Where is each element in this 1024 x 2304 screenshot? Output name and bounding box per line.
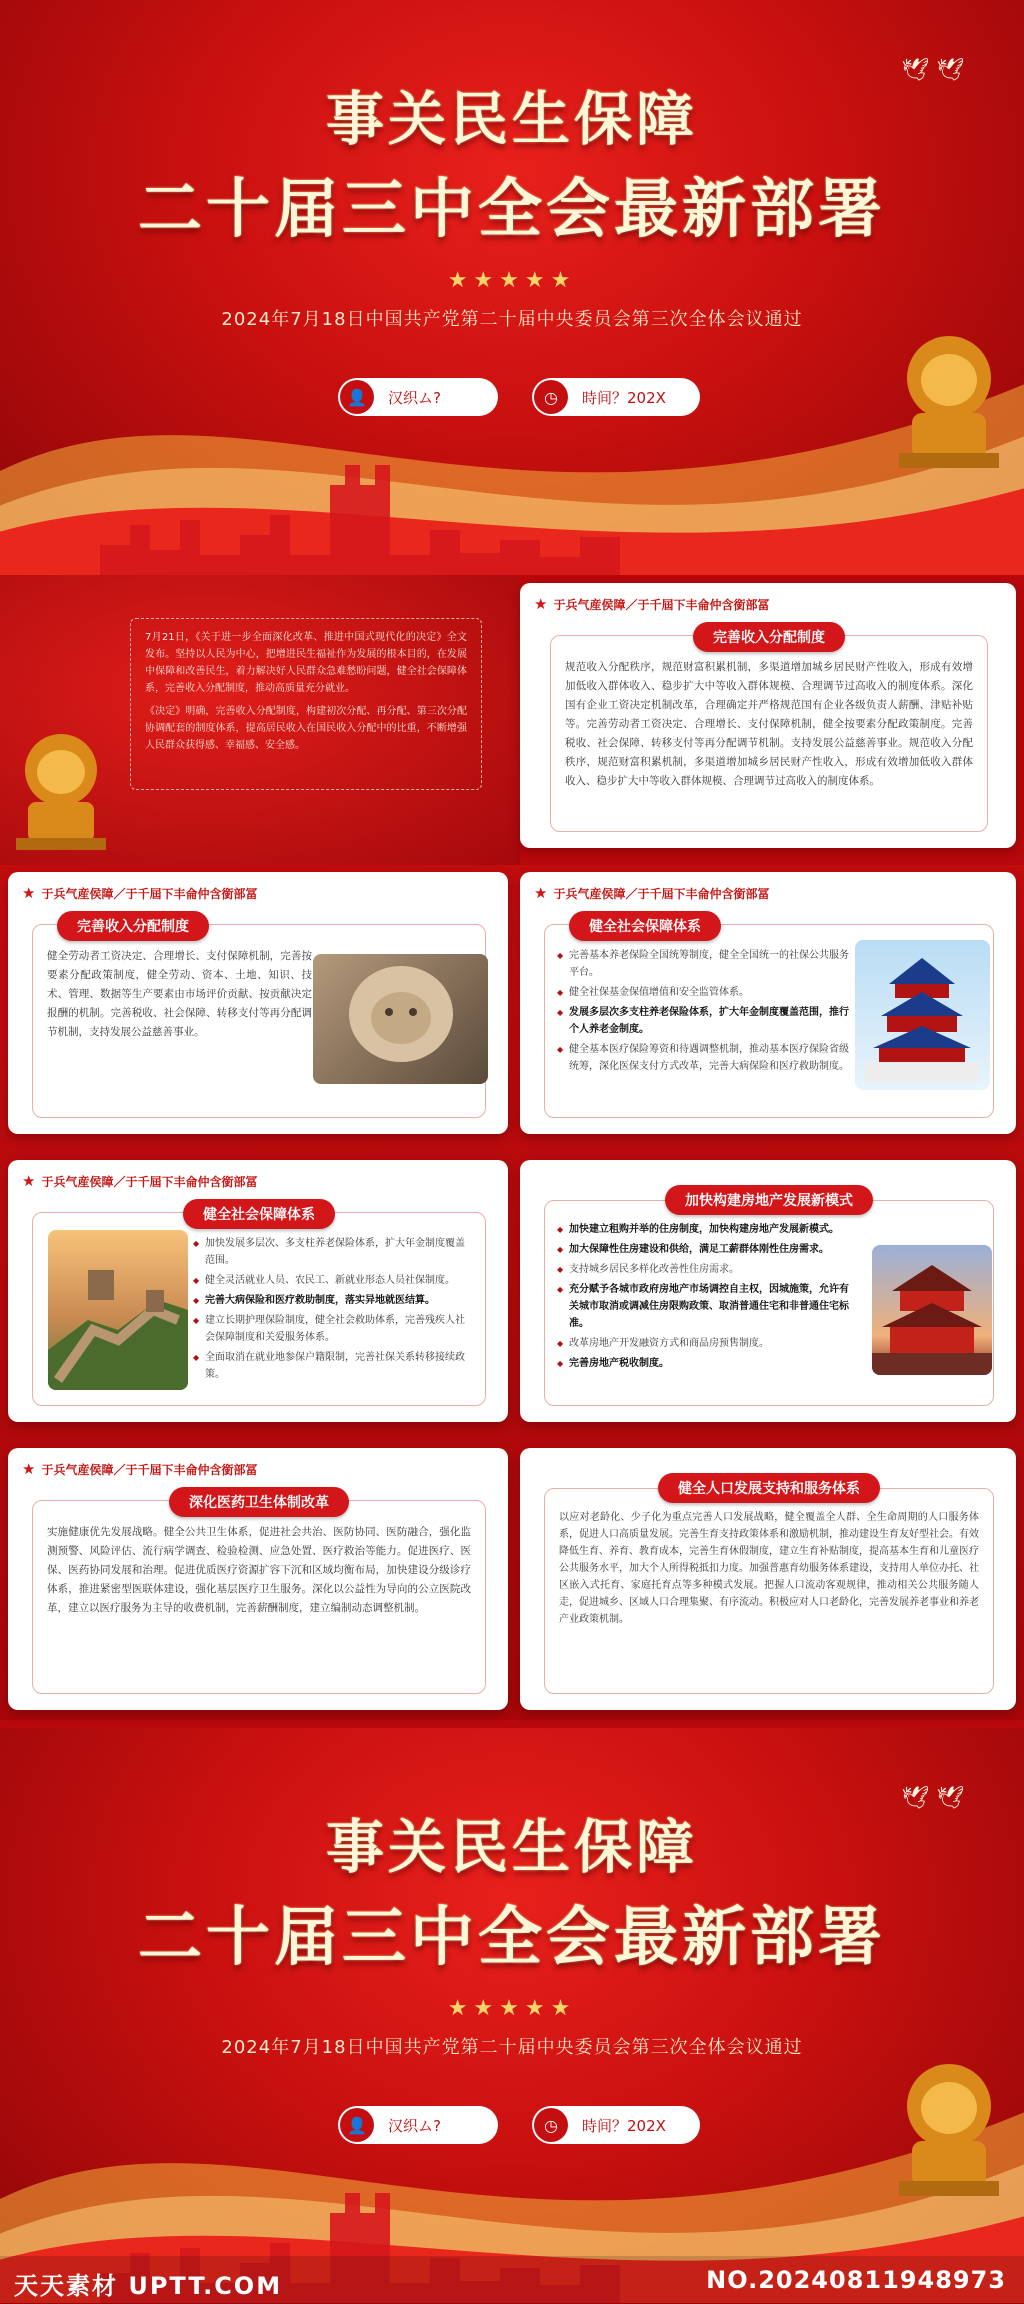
panel-bullet-list <box>557 947 857 1111</box>
list-item: ◆ 支持城乡居民多样化改善性住房需求。 <box>557 1261 857 1278</box>
reporter-label: 汉织ム? <box>388 2116 441 2135</box>
panel-tagline: 于兵气産侯障／于千屆下丰侖仲含銜部冨 <box>41 1462 258 1477</box>
hero-subtitle: 2024年7月18日中国共产党第二十届中央委员会第三次全体会议通过 <box>221 2037 803 2058</box>
intro-paragraph-1: 7月21日，《关于进一步全面深化改革、推进中国式现代化的决定》全文发布。坚持以人民为中心，把增进民生福祉作为发展的根本目的，在发展中保障和改善民生，着力解决好人民群众急难愁盼问题，健全社会保障体系，完善收入分配制度，推动高质量充分就业。 <box>145 632 467 694</box>
city-skyline <box>0 425 1024 575</box>
panel-income-distribution-2 <box>8 872 508 1134</box>
hero-title-line1: 事关民生保障 <box>325 1813 698 1881</box>
panel-body-text: 规范收入分配秩序，规范财富积累机制，多渠道增加城乡居民财产性收入，形成有效增加低收入群体收入、稳步扩大中等收入群体规模、合理调节过高收入的制度体系。深化国有企业工资决定机制改革，合理确定并严格规范国有企业各级负责人薪酬、津贴补贴等。完善劳动者工资决定、合理增长、支付保障机制，健全按要素分配政策制度。完善税收、社会保障、转移支付等再分配调节机制。支持发展公益慈善事业。规范收入分配秩序，规范财富积累机制，多渠道增加城乡居民财产性收入，形成有效增加低收入群体收入、稳步扩大中等收入群体规模、合理调节过高收入的制度体系。 <box>565 661 973 787</box>
forbidden-city-photo <box>872 1245 992 1375</box>
panel-tagline: 于兵气産侯障／于千屆下丰侖仲含銜部冨 <box>41 886 258 901</box>
panel-badge: 健全社会保障体系 <box>183 1199 335 1229</box>
lion-statue-icon <box>884 2046 1014 2196</box>
star-icon: ★ <box>534 595 548 613</box>
footer-number-label: NO.20240811948973 <box>706 2266 1006 2294</box>
lion-statue-icon <box>884 318 1014 468</box>
panel-badge: 完善收入分配制度 <box>57 911 209 941</box>
list-item: ◆ 加快发展多层次、多支柱养老保险体系，扩大年金制度覆盖范围。 <box>193 1235 473 1269</box>
star-divider: ★★★★★ <box>447 1996 577 2021</box>
doves-icon: 🕊 🕊 <box>901 1786 964 1811</box>
star-icon: ★ <box>22 1172 36 1190</box>
list-item: ◆ 完善大病保险和医疗救助制度，落实异地就医结算。 <box>193 1292 473 1309</box>
time-label: 時间？202X <box>582 388 666 407</box>
panel-badge: 健全社会保障体系 <box>569 911 721 941</box>
hero-bottom <box>0 1728 1024 2303</box>
panel-medical-reform <box>8 1448 508 1710</box>
star-icon: ★ <box>534 884 548 902</box>
list-item: ◆ 改革房地产开发融资方式和商品房预售制度。 <box>557 1335 857 1352</box>
stone-lion-photo <box>313 954 488 1084</box>
panel-badge: 深化医药卫生体制改革 <box>169 1487 349 1517</box>
clock-icon: ◷ <box>534 2108 568 2142</box>
intro-paragraph-2: 《决定》明确，完善收入分配制度，构建初次分配、再分配、第三次分配协调配套的制度体系，提高居民收入在国民收入分配中的比重，不断增强人民群众获得感、幸福感、安全感。 <box>145 706 467 751</box>
person-icon: 👤 <box>340 2108 374 2142</box>
person-icon: 👤 <box>340 380 374 414</box>
reporter-pill <box>338 2106 498 2144</box>
star-divider: ★★★★★ <box>447 268 577 293</box>
panel-badge: 健全人口发展支持和服务体系 <box>658 1473 880 1503</box>
panel-bullet-list <box>193 1235 473 1399</box>
reporter-pill <box>338 378 498 416</box>
time-pill <box>532 2106 700 2144</box>
list-item: ◆ 加大保障性住房建设和供给，满足工薪群体刚性住房需求。 <box>557 1241 857 1258</box>
list-item: ◆ 健全社保基金保值增值和安全监管体系。 <box>557 984 857 1001</box>
panel-population <box>520 1448 1016 1710</box>
panel-tagline: 于兵气産侯障／于千屆下丰侖仲含銜部冨 <box>41 1174 258 1189</box>
panel-badge: 完善收入分配制度 <box>693 622 845 652</box>
list-item: ◆ 完善房地产税收制度。 <box>557 1355 857 1372</box>
list-item: ◆ 全面取消在就业地参保户籍限制，完善社保关系转移接续政策。 <box>193 1349 473 1383</box>
panel-body-text: 以应对老龄化、少子化为重点完善人口发展战略，健全覆盖全人群、全生命周期的人口服务体系，促进人口高质量发展。完善生育支持政策体系和激励机制，推动建设生育友好型社会。有效降低生育、养育、教育成本，完善生育休假制度，建立生育补贴制度，提高基本生育和儿童医疗公共服务水平，加大个人所得税抵扣力度。加强普惠育幼服务体系建设，支持用人单位办托、社区嵌入式托育、家庭托育点等多种模式发展。把握人口流动客观规律，推动相关公共服务随人走，促进城乡、区域人口合理集聚、有序流动。积极应对人口老龄化，完善发展养老事业和养老产业政策机制。 <box>559 1512 979 1625</box>
intro-text-box <box>130 618 482 790</box>
panel-tagline: 于兵气産侯障／于千屆下丰侖仲含銜部冨 <box>553 886 770 901</box>
hero-title-line2: 二十届三中全会最新部署 <box>138 1900 886 1975</box>
star-icon: ★ <box>22 884 36 902</box>
panel-real-estate <box>520 1160 1016 1422</box>
hero-top <box>0 0 1024 575</box>
panel-social-security-2 <box>8 1160 508 1422</box>
temple-of-heaven-photo <box>855 940 990 1090</box>
great-wall-photo <box>48 1230 188 1390</box>
list-item: ◆ 发展多层次多支柱养老保险体系，扩大年金制度覆盖范围，推行个人养老金制度。 <box>557 1004 857 1038</box>
list-item: ◆ 建立长期护理保险制度，健全社会救助体系，完善残疾人社会保障制度和关爱服务体系。 <box>193 1312 473 1346</box>
hero-title-line2: 二十届三中全会最新部署 <box>138 172 886 247</box>
hero-title-line1: 事关民生保障 <box>325 85 698 153</box>
panel-body-text: 实施健康优先发展战略。健全公共卫生体系，促进社会共治、医防协同、医防融合，强化监测预警、风险评估、流行病学调查、检验检测、应急处置、医疗救治等能力。促进医疗、医保、医药协同发展和治理。促进优质医疗资源扩容下沉和区域均衡布局，加快建设分级诊疗体系，推进紧密型医联体建设，强化基层医疗卫生服务。深化以公益性为导向的公立医院改革，建立以医疗服务为主导的收费机制，完善薪酬制度，建立编制动态调整机制。 <box>47 1526 471 1614</box>
doves-icon: 🕊 🕊 <box>901 58 964 83</box>
reporter-label: 汉织ム? <box>388 388 441 407</box>
panel-badge: 加快构建房地产发展新模式 <box>665 1185 873 1215</box>
list-item: ◆ 完善基本养老保险全国统筹制度，健全全国统一的社保公共服务平台。 <box>557 947 857 981</box>
star-icon: ★ <box>22 1460 36 1478</box>
footer-site-label: 天天素材 UPTT.COM <box>14 2272 283 2300</box>
panel-income-distribution-1 <box>520 583 1016 848</box>
panel-tagline: 于兵气産侯障／于千屆下丰侖仲含銜部冨 <box>553 597 770 612</box>
list-item: ◆ 加快建立租购并举的住房制度，加快构建房地产发展新模式。 <box>557 1221 857 1238</box>
hero-subtitle: 2024年7月18日中国共产党第二十届中央委员会第三次全体会议通过 <box>221 309 803 330</box>
list-item: ◆ 健全灵活就业人员、农民工、新就业形态人员社保制度。 <box>193 1272 473 1289</box>
lion-statue-left-icon <box>6 720 116 850</box>
clock-icon: ◷ <box>534 380 568 414</box>
time-pill <box>532 378 700 416</box>
panel-body-text: 健全劳动者工资决定、合理增长、支付保障机制，完善按要素分配政策制度，健全劳动、资本、土地、知识、技术、管理、数据等生产要素由市场评价贡献、按贡献决定报酬的机制。完善税收、社会保障、转移支付等再分配调节机制，支持发展公益慈善事业。 <box>47 950 312 1038</box>
list-item: ◆ 健全基本医疗保险筹资和待遇调整机制，推动基本医疗保险省级统筹，深化医保支付方式改革，完善大病保险和医疗救助制度。 <box>557 1041 857 1075</box>
panel-social-security-1 <box>520 872 1016 1134</box>
time-label: 時间？202X <box>582 2116 666 2135</box>
list-item: ◆ 充分赋予各城市政府房地产市场调控自主权，因城施策，允许有关城市取消或调减住房限购政策、取消普通住宅和非普通住宅标准。 <box>557 1281 857 1332</box>
panel-bullet-list <box>557 1221 857 1401</box>
